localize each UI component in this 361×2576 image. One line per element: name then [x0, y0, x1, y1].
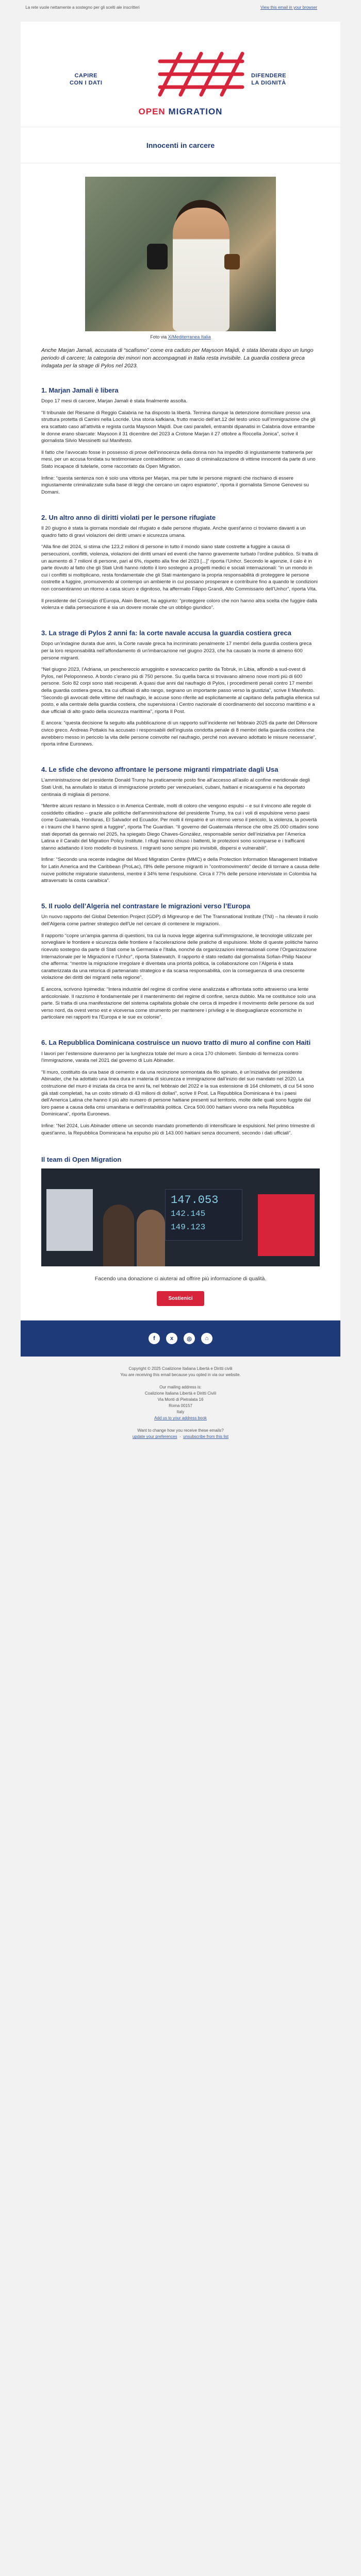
- newsletter-title: Innocenti in carcere: [146, 141, 215, 149]
- team-photo-screen-left: [46, 1189, 93, 1251]
- twitter-icon[interactable]: x: [166, 1333, 177, 1344]
- lead-paragraph: Anche Marjan Jamali, accusata di “scafismo” come era caduto per Maysoon Majidi, è stata liberata dopo un lungo periodo di carcere; la categoria dei minori non accompagnati in Italia resta invisibile. La guardia costiera greca indagata per la strage di Pylos nel 2023.: [41, 347, 314, 369]
- section-paragraph: L’amministrazione del presidente Donald Trump ha praticamente posto fine all’accesso all’asilo al confine meridionale degli Stati Uniti, ha annullato lo status di immigrazione protetto per venezuelani, cubani, haitiani e nicaraguensi e ha deportato centinaia di migliaia di persone.: [41, 777, 310, 798]
- section-paragraph: Il rapporto “copre un'ampia gamma di questioni, tra cui la nuova legge algerina sull’immigrazione, le tecnologie utilizzate per sorvegliare le frontiere e sicurezza delle frontiere e l'accelerazione delle pratiche di espulsione. Molte di queste politiche hanno ricevuto sostegno da parte di Stati come la Germania e l'Italia, nonché da organizzazioni internazionali come l’Organizzazione Internazionale per le Migrazioni e l'Unhcr”, riporta Statewatch. Il rapporto è stato redatto dal giornalista Sofian-Philip Naceur che afferma: “mentre la migrazione irregolare è diventata una priorità politica, la collaborazione con l’Algeria è stata caratterizzata da una retorica di partenariato strategico e da scarsa responsabilità, con la conseguenza di una crescente violazione dei diritti dei migranti nella regione”.: [41, 933, 318, 981]
- news-section: [21, 760, 340, 896]
- footer: [0, 1357, 361, 1454]
- email-container: [21, 22, 340, 1357]
- unsubscribe-link[interactable]: unsubscribe from this list: [183, 1434, 229, 1439]
- brand-migration: MIGRATION: [168, 107, 223, 116]
- tagline-right-line2: LA DIGNITÀ: [251, 80, 286, 87]
- team-photo: [41, 1168, 320, 1266]
- news-section: [21, 1033, 340, 1148]
- support-text: Facendo una donazione ci aiuterai ad offrire più informazione di qualità.: [94, 1276, 267, 1282]
- section-paragraph: “Alla fine del 2024, si stima che 123,2 milioni di persone in tutto il mondo siano state costrette a fuggire a causa di persecuzioni, conflitti, violenza, violazioni dei diritti umani ed eventi che hanno gravemente turbato l’ordine pubblico. Si tratta di un aumento di 7 milioni di persone, pari al 6%, rispetto alla fine del 2023 [...]” riporta l’Unhcr. Secondo le agenzie, il calo è in parte dovuto al fatto che gli Stati Uniti hanno ridotto il loro sostegno a progetti medici e sociali internazionali: “in un mondo in cui i conflitti si moltiplicano, resta fondamentale che gli Stati mantengano la propria responsabilità di proteggere le persone costrette a fuggire, promuovendo al contempo un ambiente in cui possano prosperare e contribuire fino a quando le condizioni non consentiranno un ritorno a casa sicuro e dignitoso, ha affermato Filippo Grandi, Alto Commissario dell’Unhcr”, riporta Vita.: [41, 544, 319, 592]
- footer-address-name: Coalizione Italiana Libertà e Diritti Civili: [144, 1391, 217, 1396]
- section-paragraph: Il fatto che l'avvocato fosse in possesso di prove dell'innocenza della donna non ha impedito di ingiustamente trattenerla per mesi, per un accusa fondata su testimonianze contraddittorie: un caso di criminalizzazione di vittime innocenti da parte di uno Stato incapace di tutelarle, come raccontato da Open Migration.: [41, 449, 316, 470]
- footer-optin-text: You are receiving this email because you opted in via our website.: [120, 1372, 241, 1378]
- section-title: 1. Marjan Jamali è libera: [41, 386, 119, 394]
- screen-number-1: 147.053: [171, 1194, 219, 1207]
- instagram-icon[interactable]: ◎: [184, 1333, 195, 1344]
- hero-photo-microphone-2: [224, 254, 240, 269]
- photo-caption-link[interactable]: X/Mediterranea Italia: [168, 334, 211, 340]
- brand-wordmark: [21, 107, 340, 117]
- footer-address-label: Our mailing address is:: [159, 1385, 202, 1390]
- tagline-right: [251, 72, 286, 87]
- section-paragraph: Infine: “Nel 2024, Luis Abinader ottiene un secondo mandato promettendo di intensificare le espulsioni. Nel primo trimestre di quest'anno, la Repubblica Dominicana ha espulso più di 143.000 haitiani senza documenti, secondo i dati ufficiali”.: [41, 1123, 315, 1136]
- footer-links: [21, 1415, 340, 1421]
- section-paragraph: “Il tribunale del Riesame di Reggio Calabria ne ha disposto la libertà. Termina dunque la detenzione domiciliare presso una struttura protetta di Camini nella Locride. Una storia kafkiana, frutto marcio dell’art.12 del testo unico sull’immigrazione che gli era scattato caso all’attività e regista curda Maysoon Majidi. Due casi paralleli, entrambi dipanatisi in Calabria dove entrambe le donne erano sbarcate: Maysoon il 31 dicembre del 2023 a Crotone Marjan il 27 ottobre a Roccella Jonica”, scrive il giornalista Silvio Messinetti sul Manifesto.: [41, 410, 316, 444]
- photo-caption-prefix: Foto via: [150, 334, 167, 340]
- news-sections: [21, 381, 340, 1149]
- tagline-left-line1: CAPIRE: [74, 73, 98, 79]
- section-paragraph: I lavori per l’estensione dureranno per la lunghezza totale del muro a circa 170 chilometri. Simbolo di fermezza contro l'immigrazione, varata nel 2021 dal governo di Luis Abinader.: [41, 1050, 299, 1064]
- view-in-browser-link[interactable]: View this email in your browser: [260, 5, 318, 10]
- news-section: [21, 623, 340, 760]
- footer-address-street: Via Monti di Pietralata 16: [157, 1397, 204, 1402]
- section-title: 5. Il ruolo dell’Algeria nel contrastare le migrazioni verso l’Europa: [41, 902, 251, 910]
- open-migration-logo-icon: [139, 48, 263, 103]
- section-paragraph: Il 20 giugno è stata la giornata mondiale del rifugiato e dalle persone rifugiate. Anche quest'anno ci troviamo davanti a un quadro fatto di gravi violazioni dei diritti umani e sicurezza umana.: [41, 526, 306, 538]
- team-photo-person-a: [103, 1205, 134, 1266]
- hero-photo-microphone: [147, 244, 168, 269]
- team-photo-screen-stats: [165, 1189, 242, 1241]
- facebook-icon[interactable]: f: [149, 1333, 160, 1344]
- section-paragraph: Infine: “Secondo una recente indagine del Mixed Migration Centre (MMC) e della Protection Information Management Initiative for Latin America and the Caribbean (ProLac), l'8% delle persone migranti in ”contromovimento” decide di tornare a causa delle nuove politiche migratorie statunitensi, mentre il 34% teme l’espulsione. Circa il 77% delle persone intervistate in Colombia ha attraversato la costa caraibica”.: [41, 857, 320, 884]
- section-paragraph: Infine: “questa sentenza non è solo una vittoria per Marjan, ma per tutte le persone migranti che rischiano di essere ingiustamente criminalizzate sulla base di leggi che cercano un capro espiatorio”, riporta il giornalista Simone Genovesi su Domani.: [41, 475, 309, 495]
- section-paragraph: Un nuovo rapporto del Global Detention Project (GDP) di Migreurop e del The Transnational Institute (TNI) – ha rilevato il ruolo dell'Algeria come partner strategico dell'Ue nel cercare di contenere le migrazioni.: [41, 914, 318, 927]
- donate-button[interactable]: Sostienici: [157, 1291, 204, 1306]
- section-paragraph: “Il muro, costituito da una base di cemento e da una recinzione sormontata da filo spinato, è un’iniziativa del presidente Abinader, che ha adottato una linea dura in materia di sicurezza e immigrazione dall’inizio del suo mandato nel 2020. La costruzione del muro è iniziata da circa tre anni fa, nel febbraio del 2022 e la sua estensione di 164 chilometri, di cui 54 sono già stati completati, ha un costo stimato di 43 milioni di dollari”, scrive Il Post. La Repubblica Dominicana è tra i paesi dell'America Latina che hanno il più alto numero di persone haitiane presenti sul territorio, molte delle quali sono fuggite dal loro paese a causa della crisi umanitaria e dell'instabilità politica. Circa 500.000 haitiani vivono ora nella Repubblica Dominicana”, riporta Euronews.: [41, 1069, 314, 1117]
- section-paragraph: “Nel giugno 2023, l’Adriana, un peschereccio arrugginito e sovraccarico partito da Tobruk, in Libia, affondò a sud-ovest di Pylos, nel Peloponneso. A bordo c’erano più di 750 persone. Su quella barca si trovavano almeno nove morti più di 600 persone. Solo 82 corpi sono stati recuperati. A quasi due anni dal naufragio di Pylos, i procedimenti penali contro 17 membri della guardia costiera greca, tra cui ufficiali di alto rango, segnano un importante passo verso la giustizia”, scrive Il Manifesto. “Secondo gli avvocati delle vittime del naufragio, le accuse sono riferite ad esplicitamente al capitano della pattuglia ellenica sul posto, e alla centrale della guardia costiera, che supervisiona i Centro nazionale di coordinamento del soccorso marittimo e a due ufficiali di alto grado della sicurezza marittima”, riporta Il Post.: [41, 667, 320, 715]
- section-title: 2. Un altro anno di diritti violati per le persone rifugiate: [41, 513, 216, 521]
- news-section: [21, 896, 340, 1033]
- screen-number-3: 149.123: [171, 1223, 206, 1232]
- footer-copyright: Copyright © 2025 Coalizione Italiana Libertà e Diritti civili: [128, 1366, 233, 1371]
- team-title: Il team di Open Migration: [41, 1156, 122, 1164]
- newsletter-title-bar: [21, 127, 340, 163]
- donate-button-wrap: [21, 1287, 340, 1320]
- news-section: [21, 508, 340, 623]
- section-paragraph: E ancora, scrivono Irpimedia: “Intera industrie del regime di confine viene analizzata e affrontata sotto attraverso una lente anticoloniale. Il razzismo è fondamentale per il mantenimento del regime di confine, senza dubbio. Ma ne costituisce solo una parte. Si tratta di una manifestazione del sistema capitalista globale che cerca di impedire il movimento delle persone da sud verso nord, da ovest verso est e viceversa come strumento per mantenere i privilegi e le diseguaglianze economiche in particolare nei rapporti tra l'Europa e le sue ex colonie”.: [41, 986, 316, 1021]
- news-section: [21, 381, 340, 508]
- tagline-right-line1: DIFENDERE: [251, 73, 286, 79]
- tagline-left-line2: CON I DATI: [70, 80, 103, 87]
- website-icon[interactable]: ⌂: [201, 1333, 212, 1344]
- brand-open: OPEN: [138, 107, 166, 116]
- section-title: 6. La Repubblica Dominicana costruisce un nuovo tratto di muro al confine con Haiti: [41, 1039, 311, 1046]
- photo-caption: [21, 334, 340, 340]
- section-paragraph: E ancora: “questa decisione fa seguito alla pubblicazione di un rapporto sull’incidente nel febbraio 2025 da parte del Difensore civico greco. Andreas Pottakis ha accusato i responsabili dell’ingiusta condotta penale di 8 membri della guardia costiera che avrebbero messo in pericolo la vita delle persone coinvolte nel naufragio, perché non avevano adottato le misure necessarie”, riporta infine Euronews.: [41, 720, 318, 748]
- preheader-text: La rete vuole nettamente a sostegno per gli scelti ale inscritteri: [25, 5, 140, 10]
- footer-prefs-text: Want to change how you receive these emails?: [137, 1428, 224, 1433]
- footer-address-city: Roma 00157: [169, 1403, 192, 1409]
- footer-address-country: Italy: [176, 1410, 185, 1415]
- social-bar: [21, 1320, 340, 1357]
- section-title: 4. Le sfide che devono affrontare le persone migranti rimpatriate dagli Usa: [41, 765, 278, 773]
- preheader: [0, 0, 361, 22]
- screen-number-2: 142.145: [171, 1209, 206, 1219]
- section-paragraph: Dopo 17 mesi di carcere, Marjan Jamali è stata finalmente assolta.: [41, 398, 188, 404]
- hero-photo-person: [173, 208, 229, 331]
- update-preferences-link[interactable]: update your preferences: [132, 1434, 177, 1439]
- section-paragraph: Il presidente del Consiglio d’Europa, Alain Berset, ha aggiunto: “proteggere coloro che non hanno altra scelta che fuggire dalla violenza e dalla persecuzione è sia un dovere morale che un obbligo giuridico”.: [41, 598, 317, 611]
- team-photo-person-b: [137, 1210, 165, 1266]
- header-banner: [21, 22, 340, 127]
- team-photo-screen-right: [258, 1194, 315, 1256]
- hero-photo: [85, 177, 276, 331]
- tagline-left: [70, 72, 102, 87]
- section-title: 3. La strage di Pylos 2 anni fa: la corte navale accusa la guardia costiera greca: [41, 629, 291, 637]
- add-to-address-book-link[interactable]: Add us to your address book: [154, 1416, 207, 1421]
- section-paragraph: “Mentre alcuni restano in Messico o in America Centrale, molti di coloro che vengono espulsi – e sui il vincono alle regole di cosiddetto cittadino – grazie alle politiche dell'amministrazione del presidente Trump, tra cui i voli di espulsione verso paesi come Guatemala, Honduras, El Salvador ed Ecuador. Per molti il rimpatrio è un ritorno verso il pericolo, la violenza, la povertà e i traumi che li hanno spinti a fuggire”, riporta The Guardian. “Il governo del Guatemala riferisce che oltre 25.000 cittadini sono stati deportati da gennaio nel 2025, ha spiegato Diego Chaves-González, responsabile senior dell’iniziativa per l’America Latina e il Caraibi del Migration Policy Institute. I rifugi hanno chiuso i battenti, le protezioni sono scomparse e i trafficanti stanno adattando il loro modello di business. I migranti sono sempre più invisibili, dispersi e vulnerabili”.: [41, 803, 319, 851]
- footer-pref-links: update your preferences · unsubscribe from this list: [132, 1434, 229, 1439]
- section-paragraph: Dopo un’indagine durata due anni, la Corte navale greca ha incriminato penalmente 17 membri della guardia costiera greca per la loro responsabilità nell’affondamento di un'imbarcazione nel giugno 2023, che ha causato la morte di almeno 600 persone migranti.: [41, 641, 312, 661]
